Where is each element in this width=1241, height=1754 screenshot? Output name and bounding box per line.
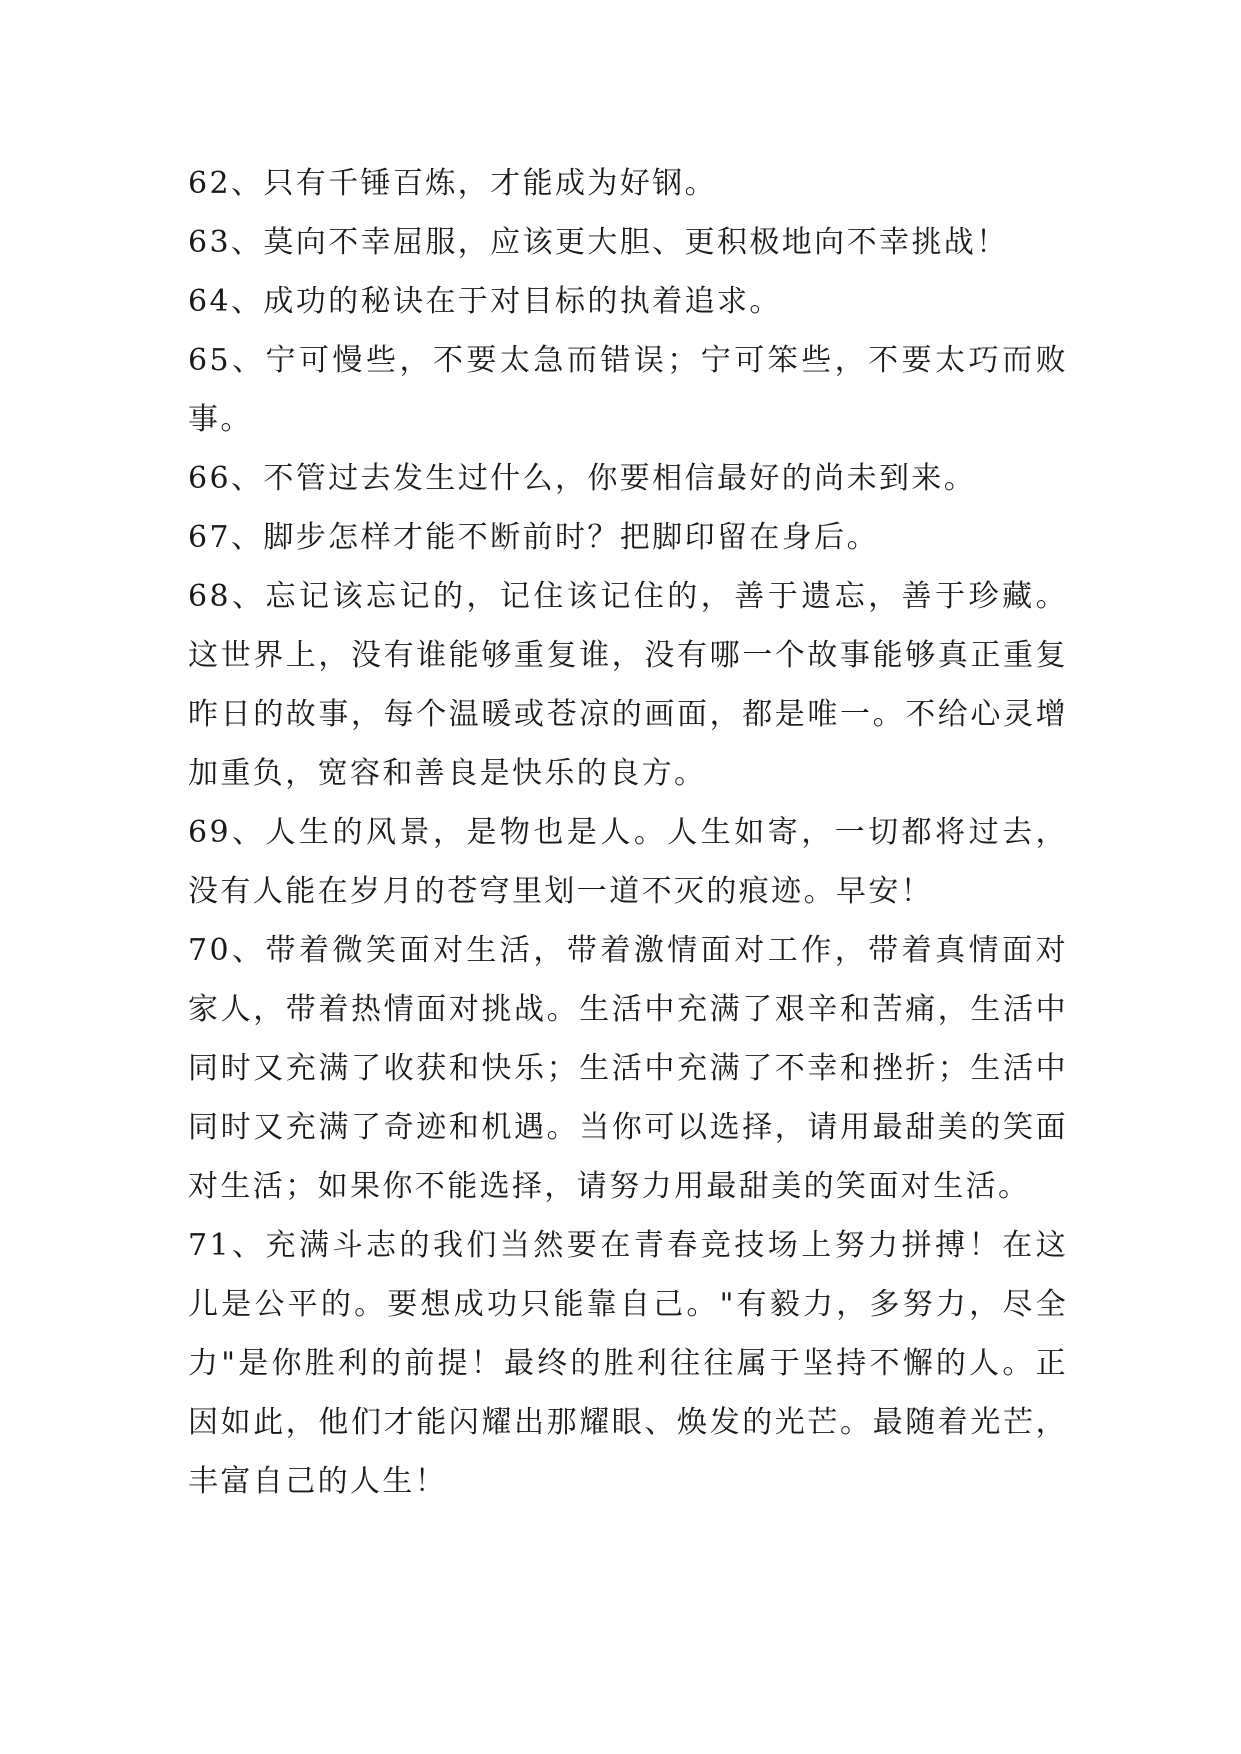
paragraph-64: 64、成功的秘诀在于对目标的执着追求。 <box>188 284 782 319</box>
paragraph-65: 65、宁可慢些，不要太急而错误；宁可笨些，不要太巧而败事。 <box>188 343 1068 437</box>
paragraph-68: 68、忘记该忘记的，记住该记住的，善于遗忘，善于珍藏。这世界上，没有谁能够重复谁，没有哪一个故事能够真正重复昨日的故事，每个温暖或苍凉的画面，都是唯一。不给心灵增加重负，宽容和善良是快乐的良方。 <box>188 579 1068 791</box>
paragraph-66: 66、不管过去发生过什么，你要相信最好的尚未到来。 <box>188 461 977 496</box>
paragraph-71: 71、充满斗志的我们当然要在青春竞技场上努力拼搏！在这儿是公平的。要想成功只能靠自己。"有毅力，多努力，尽全力"是你胜利的前提！最终的胜利往往属于坚持不懈的人。正因如此，他们才能闪耀出那耀眼、焕发的光芒。最随着光芒，丰富自己的人生！ <box>188 1228 1068 1499</box>
paragraph-62: 62、只有千锤百炼，才能成为好钢。 <box>188 166 717 201</box>
paragraph-69: 69、人生的风景，是物也是人。人生如寄，一切都将过去，没有人能在岁月的苍穹里划一道不灭的痕迹。早安！ <box>188 815 1068 909</box>
paragraph-70: 70、带着微笑面对生活，带着激情面对工作，带着真情面对家人，带着热情面对挑战。生活中充满了艰辛和苦痛，生活中同时又充满了收获和快乐；生活中充满了不幸和挫折；生活中同时又充满了奇迹和机遇。当你可以选择，请用最甜美的笑面对生活；如果你不能选择，请努力用最甜美的笑面对生活。 <box>188 933 1068 1204</box>
document-body <box>188 154 1068 1511</box>
paragraph-63: 63、莫向不幸屈服，应该更大胆、更积极地向不幸挑战！ <box>188 225 1009 260</box>
paragraph-67: 67、脚步怎样才能不断前时？把脚印留在身后。 <box>188 520 879 555</box>
